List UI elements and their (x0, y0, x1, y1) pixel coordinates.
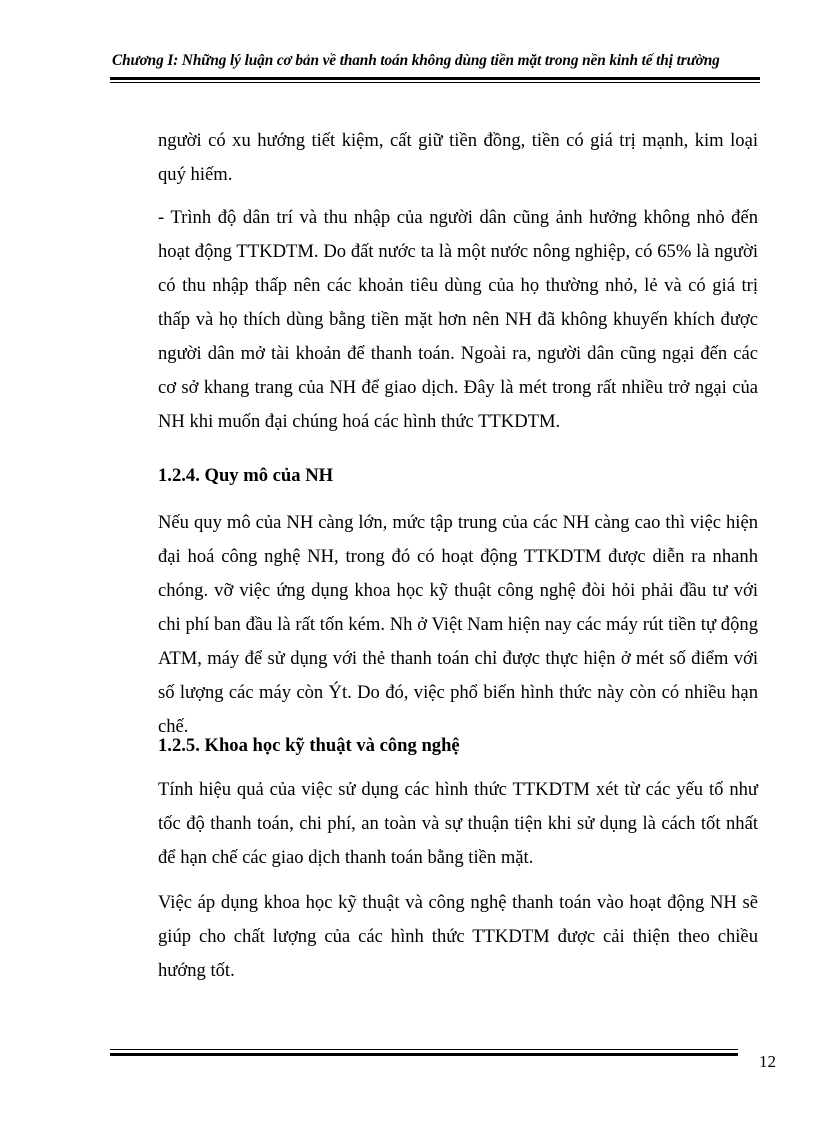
header-rule (110, 77, 760, 80)
section-heading-1-2-5: 1.2.5. Khoa học kỹ thuật và công nghệ (158, 735, 460, 756)
header-rule-thin (110, 82, 760, 83)
page-number: 12 (759, 1052, 776, 1071)
paragraph-text: - Trình độ dân trí và thu nhập của người dân cũng ảnh hưởng không nhỏ đến hoạt động TTKDTM. Do đất nước ta là một nước nông nghiệp, có 65% là người có thu nhập thấp nên các khoản tiêu dùng của họ thường nhỏ, lẻ và có giá trị thấp và họ thích dùng bằng tiền mặt hơn nên NH đã không khuyến khích được người dân mở tài khoản để thanh toán. Ngoài ra, người dân cũng ngại đến các cơ sở khang trang của NH để giao dịch. Đây là mét trong rất nhiều trở ngại của NH khi muốn đại chúng hoá các hình thức TTKDTM. (158, 207, 758, 432)
paragraph-text: Việc áp dụng khoa học kỹ thuật và công nghệ thanh toán vào hoạt động NH sẽ giúp cho chất lượng của các hình thức TTKDTM được cải thiện theo chiều hướng tốt. (158, 892, 758, 981)
footer-rule-thin (110, 1049, 738, 1050)
paragraph-text: người có xu hướng tiết kiệm, cất giữ tiền đồng, tiền có giá trị mạnh, kim loại quý hiếm. (158, 130, 758, 185)
paragraph-text: Nếu quy mô của NH càng lớn, mức tập trung của các NH càng cao thì việc hiện đại hoá công nghệ NH, trong đó có hoạt động TTKDTM được diễn ra nhanh chóng. vỡ việc ứng dụng khoa học kỹ thuật công nghệ đòi hỏi phải đầu tư với chi phí ban đầu là rất tốn kém. Nh ở Việt Nam hiện nay các máy rút tiền tự động ATM, máy để sử dụng với thẻ thanh toán chỉ được thực hiện ở mét số điểm với số lượng các máy còn Ýt. Do đó, việc phổ biến hình thức này còn có nhiều hạn chế. (158, 512, 758, 737)
paragraph-bank-scale (158, 506, 758, 744)
paragraph-literacy-income (158, 201, 758, 439)
chapter-header: Chương I: Những lý luận cơ bản về thanh toán không dùng tiền mặt trong nền kinh tế thị trường (112, 52, 720, 69)
paragraph-efficiency (158, 773, 758, 875)
section-heading-1-2-4: 1.2.4. Quy mô của NH (158, 465, 334, 486)
paragraph-technology (158, 886, 758, 988)
paragraph-continuation (158, 124, 758, 192)
paragraph-text: Tính hiệu quả của việc sử dụng các hình thức TTKDTM xét từ các yếu tố như tốc độ thanh toán, chi phí, an toàn và sự thuận tiện khi sử dụng là cách tốt nhất để hạn chế các giao dịch thanh toán bằng tiền mặt. (158, 779, 758, 868)
footer-rule (110, 1053, 738, 1056)
